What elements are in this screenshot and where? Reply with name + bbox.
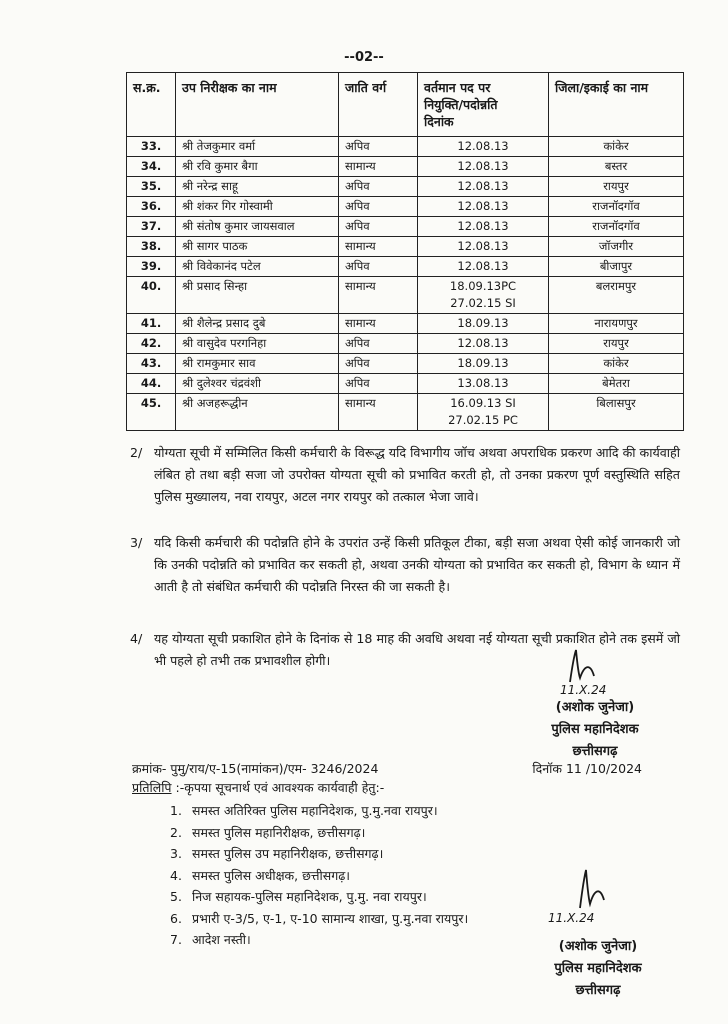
cell-date — [418, 277, 549, 314]
cell-serial: 45. — [127, 394, 176, 431]
cell-date-line: 12.08.13 — [457, 336, 509, 350]
cell-serial: 35. — [127, 177, 176, 197]
cell-district: बीजापुर — [549, 257, 684, 277]
cell-date-line: 12.08.13 — [457, 219, 509, 233]
cell-date — [418, 157, 549, 177]
cell-district: कांकेर — [549, 137, 684, 157]
table-row — [127, 277, 684, 314]
table-row — [127, 257, 684, 277]
cell-district: कांकेर — [549, 354, 684, 374]
copy-label: प्रतिलिपि — [132, 780, 172, 795]
header-date — [418, 73, 549, 137]
paragraph-2 — [132, 442, 680, 508]
cell-serial: 41. — [127, 314, 176, 334]
copy-intro: :-कृपया सूचनार्थ एवं आवश्यक कार्यवाही हेतु:- — [171, 780, 385, 795]
cell-category: अपिव — [339, 177, 418, 197]
cell-date-line: 12.08.13 — [457, 139, 509, 153]
list-item-text: समस्त अतिरिक्त पुलिस महानिदेशक, पु.मु.नवा रायपुर। — [192, 803, 438, 818]
cell-date-line: 13.08.13 — [457, 376, 509, 390]
table-row — [127, 237, 684, 257]
cell-category: अपिव — [339, 217, 418, 237]
cell-district: रायपुर — [549, 177, 684, 197]
cell-name: श्री प्रसाद सिन्हा — [176, 277, 339, 314]
signature-2-handwritten-date: 11.X.24 — [548, 911, 595, 925]
list-item-text: आदेश नस्ती। — [192, 932, 251, 947]
cell-name: श्री सागर पाठक — [176, 237, 339, 257]
cell-district: बलरामपुर — [549, 277, 684, 314]
list-item-text: निज सहायक-पुलिस महानिदेशक, पु.मु. नवा रायपुर। — [192, 889, 427, 904]
list-item-text: समस्त पुलिस अधीक्षक, छत्तीसगढ़। — [192, 867, 351, 883]
list-item-number: 5. — [170, 889, 182, 904]
table-row — [127, 197, 684, 217]
cell-category: सामान्य — [339, 314, 418, 334]
officers-table — [126, 72, 684, 431]
table-row — [127, 314, 684, 334]
cell-date-line: 12.08.13 — [457, 199, 509, 213]
cell-category: सामान्य — [339, 157, 418, 177]
signature-scribble-2 — [568, 868, 628, 910]
list-item-text: समस्त पुलिस महानिरीक्षक, छत्तीसगढ़। — [192, 824, 366, 840]
cell-date — [418, 334, 549, 354]
table-row — [127, 354, 684, 374]
header-serial: स.क्र. — [127, 73, 176, 137]
table-row — [127, 157, 684, 177]
list-item — [170, 908, 468, 930]
reference-date: दिनॉक 11 /10/2024 — [532, 761, 642, 776]
cell-serial: 40. — [127, 277, 176, 314]
cell-date — [418, 197, 549, 217]
cell-date — [418, 257, 549, 277]
cell-serial: 44. — [127, 374, 176, 394]
paragraph-number: 4/ — [130, 631, 143, 646]
signatory-state: छत्तीसगढ़ — [575, 983, 621, 998]
paragraph-text: योग्यता सूची में सम्मिलित किसी कर्मचारी के विरूद्ध यदि विभागीय जॉच अथवा अपराधिक प्रकरण आदि की कार्यवाही लंबित हो तथा बड़ी सजा जो उपरोक्त योग्यता सूची को प्रभावित करती हो, तो उनका प्रकरण पूर्ण वस्तुस्थिति सहित पुलिस मुख्यालय, नवा रायपुर, अटल नगर रायपुर को तत्काल भेजा जावे। — [154, 445, 680, 504]
header-district: जिला/इकाई का नाम — [549, 73, 684, 137]
list-item — [170, 865, 468, 887]
table-row — [127, 394, 684, 431]
cell-date — [418, 394, 549, 431]
list-item-number: 7. — [170, 932, 182, 947]
cell-date — [418, 217, 549, 237]
signatory-designation: पुलिस महानिदेशक — [554, 961, 642, 976]
cell-district: रायपुर — [549, 334, 684, 354]
cell-date-line: 12.08.13 — [457, 159, 509, 173]
signatory-state: छत्तीसगढ़ — [572, 744, 618, 759]
cell-date — [418, 137, 549, 157]
cell-serial: 37. — [127, 217, 176, 237]
cell-district: बेमेतरा — [549, 374, 684, 394]
cell-name: श्री शैलेन्द्र प्रसाद दुबे — [176, 314, 339, 334]
cell-name: श्री संतोष कुमार जायसवाल — [176, 217, 339, 237]
cell-date-line: 12.08.13 — [457, 259, 509, 273]
list-item — [170, 886, 468, 908]
copy-recipients-list — [170, 800, 468, 951]
cell-name: श्री विवेकानंद पटेल — [176, 257, 339, 277]
list-item-number: 4. — [170, 867, 182, 883]
cell-date-line: 12.08.13 — [457, 179, 509, 193]
signatory-designation: पुलिस महानिदेशक — [551, 722, 639, 737]
cell-name: श्री वासुदेव परगनिहा — [176, 334, 339, 354]
cell-date — [418, 314, 549, 334]
reference-line — [132, 760, 642, 777]
cell-category: सामान्य — [339, 394, 418, 431]
table-row — [127, 374, 684, 394]
paragraph-text: यदि किसी कर्मचारी की पदोन्नति होने के उपरांत उन्हें किसी प्रतिकूल टीका, बड़ी सजा अथवा ऐसी कोई जानकारी जो कि उनकी पदोन्नति को प्रभावित कर सकती हो, अथवा उनकी योग्यता को प्रभावित कर सकती हो, विभाग के ध्यान में आती है तो संबंधित कर्मचारी की पदोन्नति निरस्त की जा सकती है। — [154, 535, 680, 594]
cell-serial: 38. — [127, 237, 176, 257]
signature-block-1 — [530, 697, 660, 763]
cell-district: जॉजगीर — [549, 237, 684, 257]
cell-date-line: 27.02.15 SI — [450, 296, 516, 310]
paragraph-number: 2/ — [130, 445, 143, 460]
cell-district: बिलासपुर — [549, 394, 684, 431]
paragraph-text: यह योग्यता सूची प्रकाशित होने के दिनांक से 18 माह की अवधि अथवा नई योग्यता सूची प्रकाशित होने तक इसमें जो भी पहले हो तभी तक प्रभावशील होगी। — [154, 631, 680, 668]
list-item-number: 1. — [170, 803, 182, 818]
signature-block-2 — [528, 936, 668, 1002]
cell-district: राजनॉदगॉव — [549, 197, 684, 217]
table-row — [127, 334, 684, 354]
cell-date-line: 16.09.13 SI — [450, 396, 516, 410]
header-date-line: दिनांक — [424, 114, 454, 129]
list-item — [170, 843, 468, 865]
list-item-number: 3. — [170, 846, 182, 861]
header-name: उप निरीक्षक का नाम — [176, 73, 339, 137]
list-item — [170, 822, 468, 844]
reference-number: क्रमांक- पुमु/राय/ए-15(नामांकन)/एम- 3246/2024 — [132, 761, 379, 776]
cell-date-line: 18.09.13 — [457, 316, 509, 330]
cell-name: श्री तेजकुमार वर्मा — [176, 137, 339, 157]
cell-date — [418, 177, 549, 197]
cell-category: अपिव — [339, 137, 418, 157]
cell-category: अपिव — [339, 354, 418, 374]
cell-date-line: 18.09.13 — [457, 356, 509, 370]
list-item-number: 2. — [170, 824, 182, 840]
cell-serial: 43. — [127, 354, 176, 374]
cell-category: सामान्य — [339, 237, 418, 257]
signature-1-handwritten-date: 11.X.24 — [560, 683, 607, 697]
header-category: जाति वर्ग — [339, 73, 418, 137]
cell-category: अपिव — [339, 334, 418, 354]
paragraph-3 — [132, 532, 680, 598]
list-item — [170, 800, 468, 822]
cell-name: श्री शंकर गिर गोस्वामी — [176, 197, 339, 217]
signatory-name: (अशोक जुनेजा) — [558, 939, 638, 954]
list-item-number: 6. — [170, 910, 182, 926]
cell-date — [418, 374, 549, 394]
cell-name: श्री अजहरूद्धीन — [176, 394, 339, 431]
table-row — [127, 137, 684, 157]
copy-heading — [132, 779, 384, 796]
cell-serial: 42. — [127, 334, 176, 354]
page-number: --02-- — [344, 50, 384, 65]
cell-name: श्री रवि कुमार बैगा — [176, 157, 339, 177]
cell-serial: 36. — [127, 197, 176, 217]
cell-date-line: 12.08.13 — [457, 239, 509, 253]
list-item-text: प्रभारी ए-3/5, ए-1, ए-10 सामान्य शाखा, पु.मु.नवा रायपुर। — [192, 910, 469, 926]
cell-category: अपिव — [339, 257, 418, 277]
header-date-line: नियुक्ति/पदोन्नति — [424, 97, 498, 112]
list-item — [170, 929, 468, 951]
cell-serial: 33. — [127, 137, 176, 157]
cell-category: अपिव — [339, 197, 418, 217]
signatory-name: (अशोक जुनेजा) — [555, 700, 635, 715]
cell-serial: 34. — [127, 157, 176, 177]
cell-district: राजनॉदगॉव — [549, 217, 684, 237]
cell-district: बस्तर — [549, 157, 684, 177]
cell-date — [418, 237, 549, 257]
cell-date — [418, 354, 549, 374]
table-row — [127, 217, 684, 237]
cell-date-line: 27.02.15 PC — [448, 413, 518, 427]
header-date-line: वर्तमान पद पर — [424, 80, 491, 95]
cell-category: सामान्य — [339, 277, 418, 314]
cell-name: श्री रामकुमार साव — [176, 354, 339, 374]
cell-name: श्री नरेन्द्र साहू — [176, 177, 339, 197]
cell-district: नारायणपुर — [549, 314, 684, 334]
cell-serial: 39. — [127, 257, 176, 277]
cell-date-line: 18.09.13PC — [449, 279, 517, 293]
paragraph-number: 3/ — [130, 535, 143, 550]
cell-name: श्री दुलेश्वर चंद्रवंशी — [176, 374, 339, 394]
cell-category: अपिव — [339, 374, 418, 394]
list-item-text: समस्त पुलिस उप महानिरीक्षक, छत्तीसगढ़। — [192, 846, 384, 861]
table-row — [127, 177, 684, 197]
table-body — [127, 137, 684, 431]
table-header-row — [127, 73, 684, 137]
